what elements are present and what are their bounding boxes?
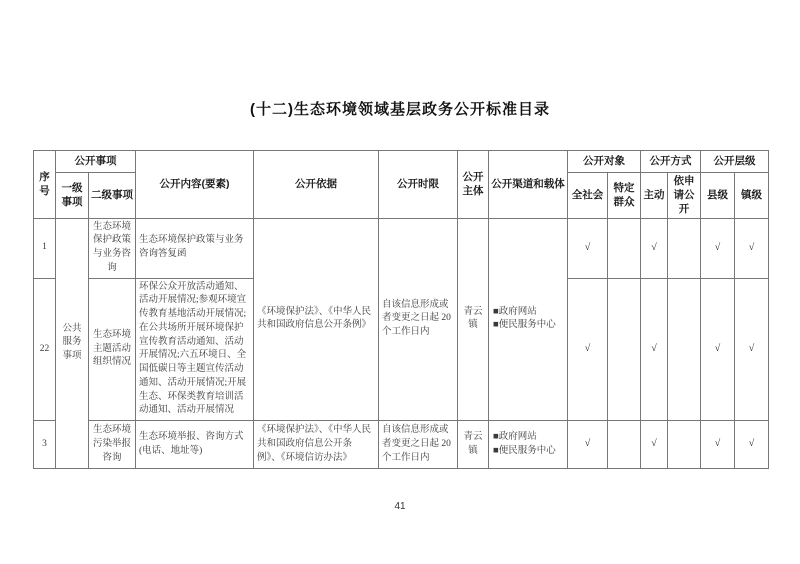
col-header-audience: 公开对象 (568, 151, 641, 173)
check-cell-town: √ (735, 421, 769, 469)
check-cell-county: √ (701, 278, 735, 421)
table-row (34, 421, 769, 469)
col-header-channels: 公开渠道和载体 (489, 151, 568, 219)
time-limit-cell: 自该信息形成或者变更之日起 20 个工作日内 (379, 218, 458, 421)
check-cell-all-society: √ (568, 278, 608, 421)
col-header-serial: 序号 (34, 151, 56, 219)
col-header-on-request: 依申请公开 (668, 173, 701, 219)
header-group-row (34, 151, 769, 173)
check-cell-on-request (668, 278, 701, 421)
table-row (34, 218, 769, 278)
col-header-level1-item: 一级事项 (56, 173, 89, 219)
level2-item-cell: 生态环境保护政策与业务咨询 (89, 218, 136, 278)
check-cell-all-society: √ (568, 421, 608, 469)
check-cell-on-request (668, 218, 701, 278)
col-header-time-limit: 公开时限 (379, 151, 458, 219)
content-cell: 生态环境保护政策与业务咨询答复函 (136, 218, 254, 278)
col-header-county: 县级 (701, 173, 735, 219)
channel-government-website: ■政府网站 (493, 431, 537, 442)
page-title: (十二)生态环境领域基层政务公开标准目录 (250, 101, 550, 118)
catalog-table (33, 150, 769, 469)
check-cell-on-request (668, 421, 701, 469)
content-cell: 生态环境举报、咨询方式(电话、地址等) (136, 421, 254, 469)
check-cell-specific-groups (608, 278, 641, 421)
col-header-all-society: 全社会 (568, 173, 608, 219)
channels-cell (489, 218, 568, 421)
channel-service-center: ■便民服务中心 (493, 320, 556, 331)
check-cell-proactive: √ (641, 278, 668, 421)
basis-cell: 《环境保护法》、《中华人民共和国政府信息公开条例》 (254, 218, 379, 421)
level2-item-cell: 生态环境污染举报咨询 (89, 421, 136, 469)
col-header-subject: 公开主体 (458, 151, 489, 219)
content-cell: 环保公众开放活动通知、活动开展情况;参观环境宣传教育基地活动开展情况;在公共场所开展环境保护宣传教育活动通知、活动开展情况;六五环境日、全国低碳日等主题宣传活动通知、活动开展情况;开展生态、环保类教育培训活动通知、活动开展情况 (136, 278, 254, 421)
subject-cell: 青云镇 (458, 218, 489, 421)
col-header-town: 镇级 (735, 173, 769, 219)
check-cell-all-society: √ (568, 218, 608, 278)
col-header-disclosure-items: 公开事项 (56, 151, 136, 173)
time-limit-cell: 自该信息形成或者变更之日起 20 个工作日内 (379, 421, 458, 469)
basis-cell: 《环境保护法》、《中华人民共和国政府信息公开条例》、《环境信访办法》 (254, 421, 379, 469)
col-header-method: 公开方式 (641, 151, 701, 173)
check-cell-county: √ (701, 218, 735, 278)
row-serial: 3 (34, 421, 56, 469)
col-header-level2-item: 二级事项 (89, 173, 136, 219)
row-serial: 1 (34, 218, 56, 278)
channels-cell (489, 421, 568, 469)
col-header-proactive: 主动 (641, 173, 668, 219)
subject-cell: 青云镇 (458, 421, 489, 469)
page-number: 41 (394, 501, 406, 512)
level2-item-cell: 生态环境主题活动组织情况 (89, 278, 136, 421)
col-header-level: 公开层级 (701, 151, 769, 173)
check-cell-proactive: √ (641, 218, 668, 278)
col-header-basis: 公开依据 (254, 151, 379, 219)
channel-government-website: ■政府网站 (493, 306, 537, 317)
check-cell-specific-groups (608, 218, 641, 278)
col-header-specific-groups: 特定群众 (608, 173, 641, 219)
row-serial: 22 (34, 278, 56, 421)
channel-service-center: ■便民服务中心 (493, 445, 556, 456)
level1-category-cell: 公共服务事项 (56, 218, 89, 469)
check-cell-proactive: √ (641, 421, 668, 469)
col-header-content: 公开内容(要素) (136, 151, 254, 219)
check-cell-specific-groups (608, 421, 641, 469)
check-cell-town: √ (735, 218, 769, 278)
check-cell-county: √ (701, 421, 735, 469)
check-cell-town: √ (735, 278, 769, 421)
